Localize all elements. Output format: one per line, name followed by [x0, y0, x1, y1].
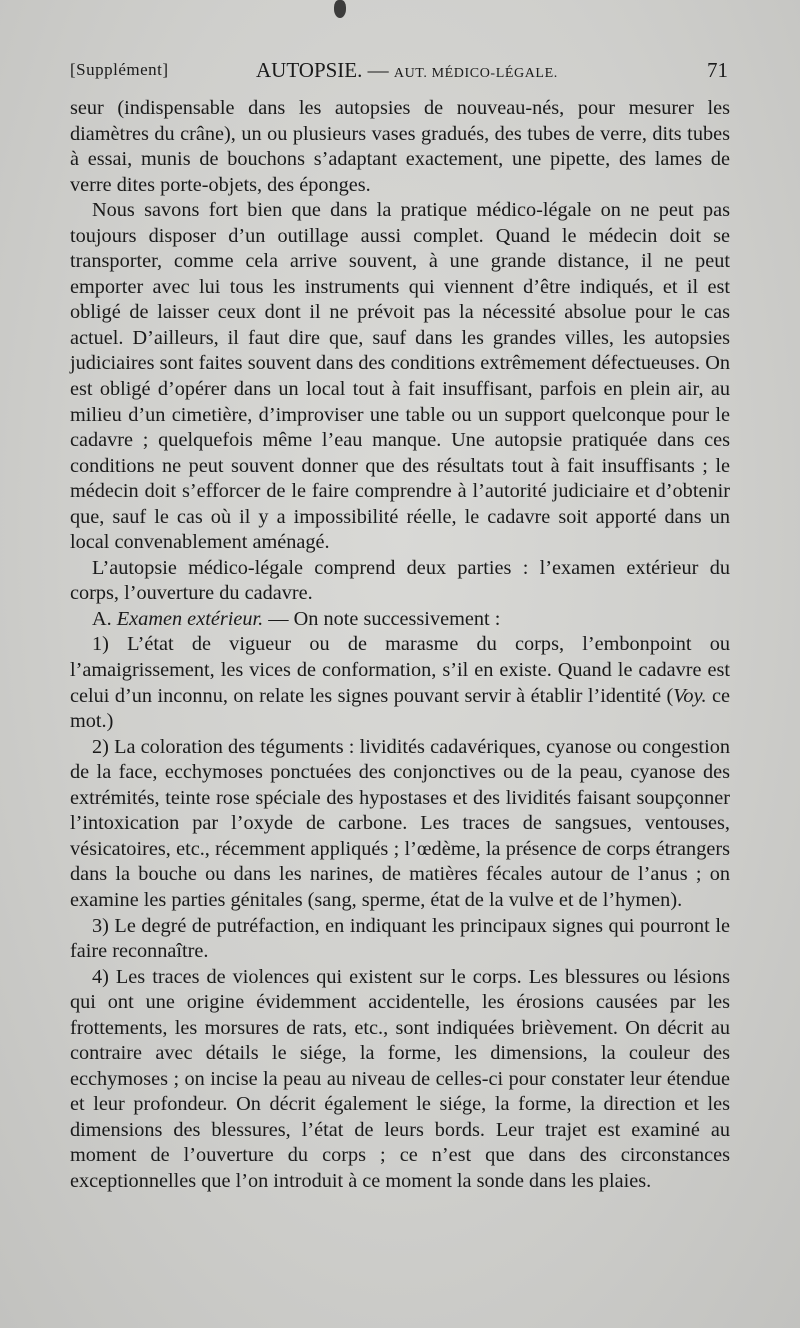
list-item-1-text: 1) L’état de vigueur ou de marasme du corps, l’embonpoint ou l’amaigrissement, les vices de conformation, s’il en existe. Quand le cadavre est celui d’un inconnu, on relate les signes pouvant servir à établir l’identité (: [70, 633, 730, 707]
page-number: 71: [707, 58, 728, 82]
list-item-4: 4) Les traces de violences qui existent sur le corps. Les blessures ou lésions qui ont une origine évidemment accidentelle, les érosions causées par les frottements, les morsures de rats, etc., sont indiquées brièvement. On décrit au contraire avec détails le siége, la forme, les dimensions, la couleur des ecchymoses ; on incise la peau au niveau de celles-ci pour constater leur étendue et leur profondeur. On décrit également le siége, la forme, la direction et les dimensions des blessures, l’état de leurs bords. Leur trajet est examiné au moment de l’ouverture du corps ; ce n’est que dans des circonstances exceptionnelles que l’on introduit à ce moment la sonde dans les plaies.: [70, 965, 730, 1192]
list-item-1-end: ce mot.): [70, 684, 730, 733]
header-section-label: [Supplément]: [70, 60, 169, 79]
ink-blot-mark: [334, 0, 346, 18]
header-subtitle: AUT. MÉDICO-LÉGALE.: [393, 66, 558, 81]
running-header: [70, 58, 730, 88]
paragraph-continuation: seur (indispensable dans les autopsies de nouveau-nés, pour mesurer les diamètres du crâne), un ou plusieurs vases gradués, des tubes de verre, dits tubes à essai, munis de bouchons s’adaptant exactement, une pipette, des lames de verre dites porte-objets, des éponges.: [70, 97, 730, 196]
list-item-3: 3) Le degré de putréfaction, en indiquant les principaux signes qui pourront le faire reconnaître.: [70, 914, 730, 963]
list-item-1-voy: Voy.: [673, 684, 707, 707]
paragraph-deux-parties: L’autopsie médico-légale comprend deux parties : l’examen extérieur du corps, l’ouverture du cadavre.: [70, 556, 730, 605]
section-a-heading: [70, 607, 730, 633]
section-a-label: A.: [92, 607, 112, 630]
paragraph-outillage: Nous savons fort bien que dans la pratique médico-légale on ne peut pas toujours disposer d’un outillage aussi complet. Quand le médecin doit se transporter, comme cela arrive souvent, à une grande distance, il ne peut emporter avec lui tous les instruments qui viennent d’être indiqués, et il est obligé de laisser ceux dont il ne prévoit pas la nécessité absolue pour le cas actuel. D’ailleurs, il faut dire que, sauf dans les grandes villes, les autopsies judiciaires sont faites souvent dans des conditions extrêmement défectueuses. On est obligé d’opérer dans un local tout à fait insuffisant, parfois en plein air, au milieu d’un cimetière, d’improviser une table ou un support quelconque pour le cadavre ; quelquefois même l’eau manque. Une autopsie pratiquée dans ces conditions ne peut souvent donner que des résultats tout à fait insuffisants ; le médecin doit s’efforcer de le faire comprendre à l’autorité judiciaire et d’obtenir que, sauf le cas où il y a impossibilité réelle, le cadavre soit apporté dans un local convenablement aménagé.: [70, 199, 730, 554]
body-text: [70, 96, 730, 1195]
section-a-rest: — On note successivement :: [263, 607, 501, 630]
section-a-title: Examen extérieur.: [116, 607, 264, 630]
list-item-1: [70, 632, 730, 734]
list-item-2: 2) La coloration des téguments : lividités cadavériques, cyanose ou congestion de la face, ecchymoses ponctuées des conjonctives ou de la peau, cyanose des extrémités, teinte rose spéciale des hypostases et des lividités faisant soupçonner l’intoxication par l’oxyde de carbone. Les traces de sangsues, ventouses, vésicatoires, etc., récemment appliqués ; l’œdème, la présence de corps étrangers dans la bouche ou dans les narines, de matières fécales autour de l’anus ; on examine les parties génitales (sang, sperme, état de la vulve et de l’hymen).: [70, 735, 730, 911]
header-title: AUTOPSIE.: [256, 58, 363, 82]
header-dash: —: [362, 58, 394, 82]
header-running-title: [256, 58, 558, 83]
